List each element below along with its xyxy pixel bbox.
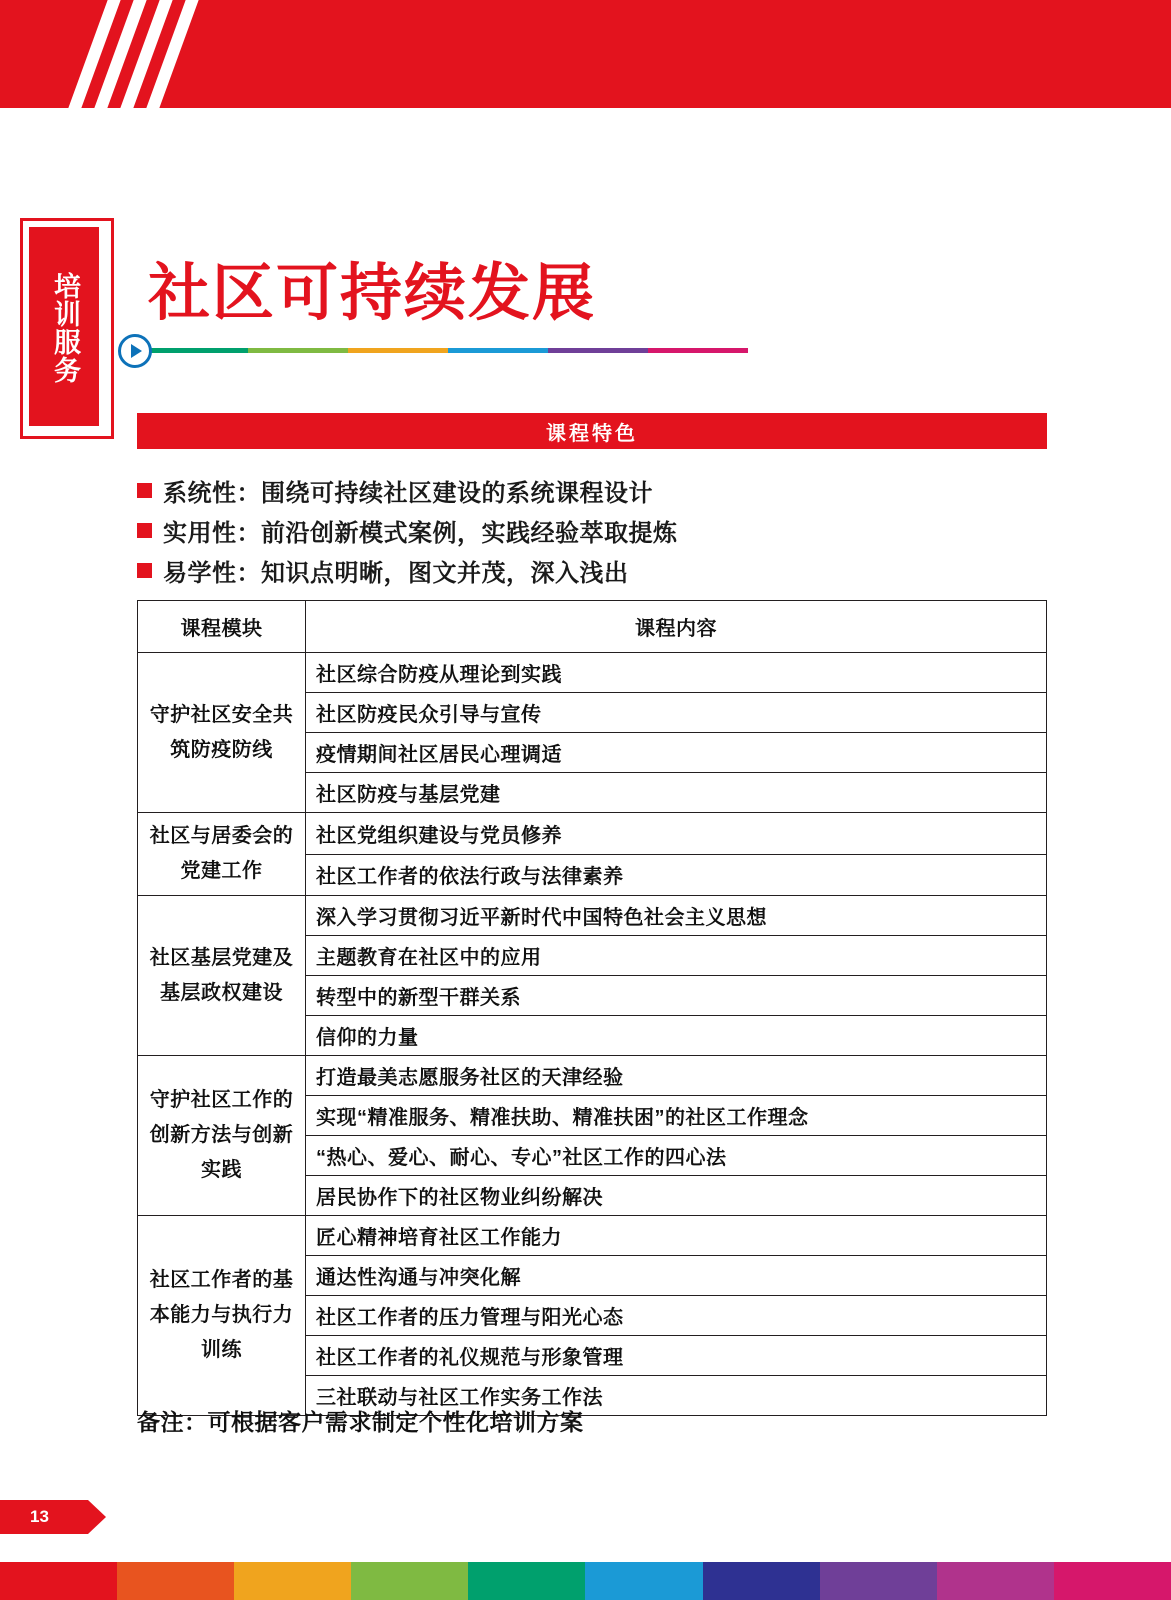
square-bullet-icon — [137, 523, 152, 538]
content-cell: 三社联动与社区工作实务工作法 — [306, 1376, 1047, 1416]
content-cell: 社区工作者的礼仪规范与形象管理 — [306, 1336, 1047, 1376]
banner-slash-decoration — [88, 0, 208, 108]
module-cell: 守护社区安全共筑防疫防线 — [138, 653, 306, 813]
square-bullet-icon — [137, 563, 152, 578]
feature-text: 易学性：知识点明晰，图文并茂，深入浅出 — [163, 559, 629, 587]
module-cell: 社区与居委会的党建工作 — [138, 813, 306, 896]
bottom-bar-segment — [351, 1562, 468, 1600]
module-cell: 社区工作者的基本能力与执行力训练 — [138, 1216, 306, 1416]
top-red-banner — [0, 0, 1171, 108]
title-rule-segment — [348, 348, 448, 353]
content-cell: 信仰的力量 — [306, 1016, 1047, 1056]
content-cell: 社区党组织建设与党员修养 — [306, 813, 1047, 855]
table-row — [138, 1216, 1047, 1256]
title-rule — [148, 348, 748, 353]
bottom-bar-segment — [820, 1562, 937, 1600]
content-cell: 主题教育在社区中的应用 — [306, 936, 1047, 976]
course-table — [137, 600, 1047, 1416]
column-header-content: 课程内容 — [306, 601, 1047, 653]
title-rule-segment — [548, 348, 648, 353]
table-row — [138, 653, 1047, 693]
side-tab-label: 培训服务 — [29, 227, 99, 426]
title-rule-segment — [648, 348, 748, 353]
content-cell: 通达性沟通与冲突化解 — [306, 1256, 1047, 1296]
bottom-bar-segment — [1054, 1562, 1171, 1600]
title-block — [148, 256, 788, 329]
feature-list — [137, 470, 1047, 590]
bottom-bar-segment — [234, 1562, 351, 1600]
content-cell: 居民协作下的社区物业纠纷解决 — [306, 1176, 1047, 1216]
content-cell: 打造最美志愿服务社区的天津经验 — [306, 1056, 1047, 1096]
table-row — [138, 813, 1047, 855]
bottom-bar-segment — [0, 1562, 117, 1600]
module-cell: 守护社区工作的创新方法与创新实践 — [138, 1056, 306, 1216]
table-row — [138, 896, 1047, 936]
content-cell: 社区工作者的压力管理与阳光心态 — [306, 1296, 1047, 1336]
content-cell: 社区防疫民众引导与宣传 — [306, 693, 1047, 733]
content-cell: 转型中的新型干群关系 — [306, 976, 1047, 1016]
content-cell: 社区工作者的依法行政与法律素养 — [306, 854, 1047, 896]
title-rule-segment — [448, 348, 548, 353]
module-cell: 社区基层党建及基层政权建设 — [138, 896, 306, 1056]
bottom-color-bar — [0, 1562, 1171, 1600]
table-note: 备注：可根据客户需求制定个性化培训方案 — [137, 1409, 584, 1435]
bottom-bar-segment — [468, 1562, 585, 1600]
content-cell: 深入学习贯彻习近平新时代中国特色社会主义思想 — [306, 896, 1047, 936]
bottom-bar-segment — [703, 1562, 820, 1600]
play-circle-icon — [118, 334, 152, 368]
title-rule-segment — [148, 348, 248, 353]
section-header-bar: 课程特色 — [137, 413, 1047, 449]
content-cell: 疫情期间社区居民心理调适 — [306, 733, 1047, 773]
side-tab — [20, 218, 114, 439]
arrow-icon — [88, 1500, 106, 1534]
page-title: 社区可持续发展 — [148, 256, 597, 329]
content-cell: 社区综合防疫从理论到实践 — [306, 653, 1047, 693]
content-cell: “热心、爱心、耐心、专心”社区工作的四心法 — [306, 1136, 1047, 1176]
feature-text: 系统性：围绕可持续社区建设的系统课程设计 — [163, 479, 653, 507]
list-item — [137, 510, 1047, 550]
table-header-row — [138, 601, 1047, 653]
content-cell: 实现“精准服务、精准扶助、精准扶困”的社区工作理念 — [306, 1096, 1047, 1136]
list-item — [137, 470, 1047, 510]
table-row — [138, 1056, 1047, 1096]
list-item — [137, 550, 1047, 590]
bottom-bar-segment — [937, 1562, 1054, 1600]
bottom-bar-segment — [117, 1562, 234, 1600]
title-rule-segment — [248, 348, 348, 353]
bottom-bar-segment — [585, 1562, 702, 1600]
square-bullet-icon — [137, 483, 152, 498]
content-cell: 社区防疫与基层党建 — [306, 773, 1047, 813]
page-number — [0, 1500, 108, 1534]
feature-text: 实用性：前沿创新模式案例，实践经验萃取提炼 — [163, 519, 678, 547]
content-cell: 匠心精神培育社区工作能力 — [306, 1216, 1047, 1256]
column-header-module: 课程模块 — [138, 601, 306, 653]
page-number-label: 13 — [0, 1500, 88, 1534]
